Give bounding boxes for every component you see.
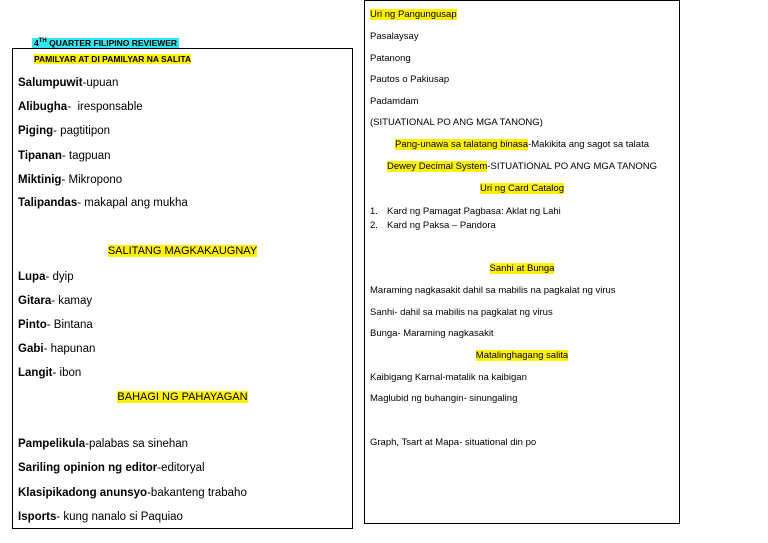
- list-item: Langit- ibon: [18, 367, 82, 379]
- section-heading-magkakaugnay: SALITANG MAGKAKAUGNAY: [107, 245, 258, 257]
- list-item: Sariling opinion ng editor-editoryal: [18, 462, 205, 474]
- section-heading-card-catalog: Uri ng Card Catalog: [480, 183, 564, 194]
- pang-unawa-line: Pang-unawa sa talatang binasa-Makikita ang sagot sa talata: [394, 139, 650, 150]
- list-item: Isports- kung nanalo si Paquiao: [18, 511, 183, 523]
- left-panel: [12, 48, 353, 529]
- list-item: Pasalaysay: [370, 31, 419, 42]
- list-item: Klasipikadong anunsyo-bakanteng trabaho: [18, 487, 247, 499]
- section-heading-uri-pangungusap: Uri ng Pangungusap: [370, 9, 457, 20]
- section-heading-pahayagan: BAHAGI NG PAHAYAGAN: [117, 391, 248, 403]
- section-heading-pamilyar: PAMILYAR AT DI PAMILYAR NA SALITA: [34, 54, 192, 64]
- list-item: Piging- pagtitipon: [18, 125, 111, 137]
- list-item: Sanhi- dahil sa mabilis na pagkalat ng virus: [370, 307, 553, 318]
- section-heading-matalinghaga: Matalinghagang salita: [475, 350, 569, 361]
- document-title: 4TH QUARTER FILIPINO REVIEWER: [34, 38, 178, 48]
- list-item: Gitara- kamay: [18, 295, 93, 307]
- situational-note: (SITUATIONAL PO ANG MGA TANONG): [370, 117, 543, 128]
- dewey-line: Dewey Decimal System-SITUATIONAL PO ANG MGA TANONG: [387, 161, 657, 172]
- list-item: Maglubid ng buhangin- sinungaling: [370, 393, 518, 404]
- list-item: Tipanan- tagpuan: [18, 150, 111, 162]
- list-item: Gabi- hapunan: [18, 343, 96, 355]
- list-item: Miktinig- Mikropono: [18, 174, 123, 186]
- list-item: Bunga- Maraming nagkasakit: [370, 328, 494, 339]
- list-item: Pampelikula-palabas sa sinehan: [18, 438, 189, 450]
- list-item: Alibugha- iresponsable: [18, 101, 143, 113]
- section-heading-sanhi-bunga: Sanhi at Bunga: [489, 263, 555, 274]
- list-item: Talipandas- makapal ang mukha: [18, 197, 188, 209]
- numbered-item: 1. Kard ng Pamagat Pagbasa: Aklat ng Lahi: [370, 206, 561, 217]
- list-item: Pinto- Bintana: [18, 319, 93, 331]
- list-item: Lupa- dyip: [18, 271, 74, 283]
- right-panel: [364, 0, 680, 524]
- list-item: Maraming nagkasakit dahil sa mabilis na pagkalat ng virus: [370, 285, 616, 296]
- list-item: Kaibigang Karnal-matalik na kaibigan: [370, 372, 527, 383]
- numbered-item: 2. Kard ng Paksa – Pandora: [370, 220, 496, 231]
- graph-note: Graph, Tsart at Mapa- situational din po: [370, 437, 537, 448]
- list-item: Salumpuwit-upuan: [18, 77, 119, 89]
- list-item: Patanong: [370, 53, 411, 64]
- list-item: Padamdam: [370, 96, 419, 107]
- list-item: Pautos o Pakiusap: [370, 74, 450, 85]
